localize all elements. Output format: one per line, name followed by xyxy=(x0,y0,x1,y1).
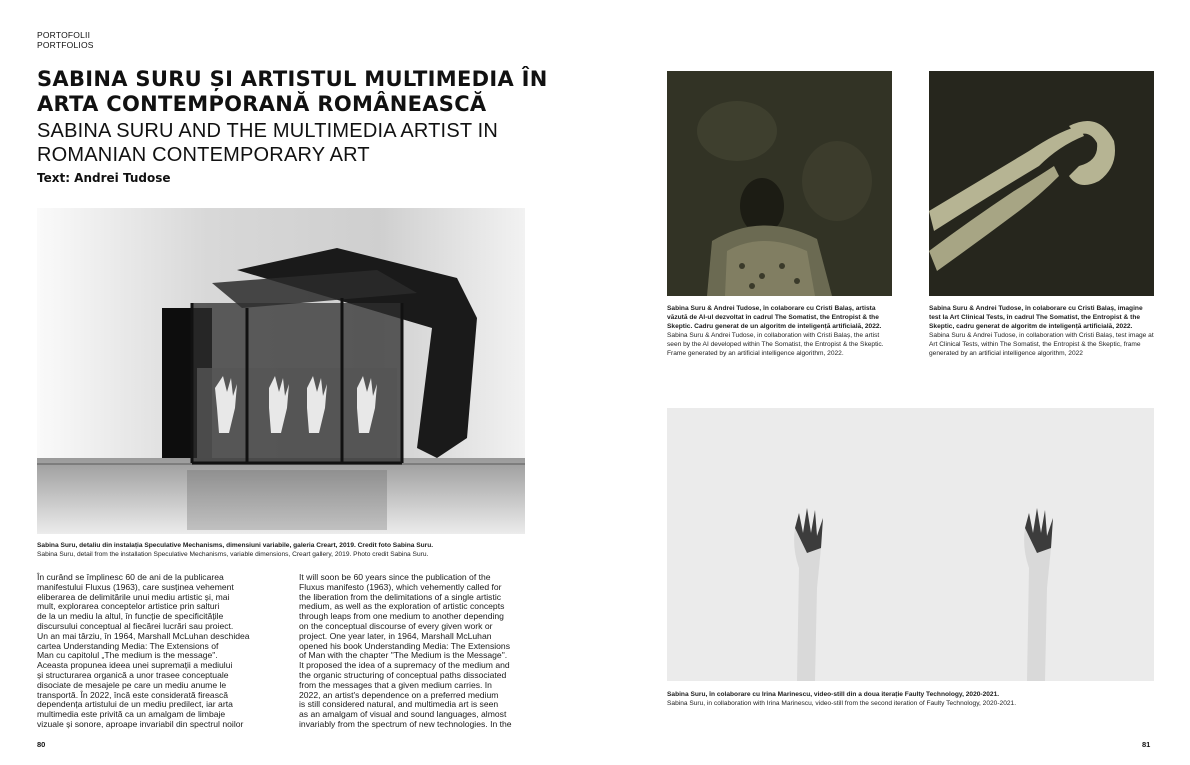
body-en-line: medium, as well as the exploration of artistic concepts xyxy=(299,601,505,612)
ai-portrait-caption-ro: Sabina Suru & Andrei Tudose, în colaborare cu Cristi Balaș, artista văzută de AI-ul dezvoltat în cadrul The Somatist, the Entropist & the Skeptic. Cadru generat de un algoritm de inteligență artificială, 2022. xyxy=(667,305,882,330)
title-ro-line-2: ARTA CONTEMPORANĂ ROMÂNEASCĂ xyxy=(37,92,487,116)
section-label-en: PORTFOLIOS xyxy=(37,40,94,50)
installation-photo-graphic xyxy=(37,208,525,534)
ai-arms-graphic xyxy=(929,71,1154,296)
main-caption-en: Sabina Suru, detail from the installation Speculative Mechanisms, variable dimensions, Creart gallery, 2019. Photo credit Sabina Suru. xyxy=(37,551,429,558)
body-en-line: opened his book Understanding Media: The Extensions xyxy=(299,640,511,651)
video-still-graphic xyxy=(667,408,1154,681)
video-still-caption-ro: Sabina Suru, în colaborare cu Irina Marinescu, video-still din a doua iterație Faulty Technology, 2020-2021. xyxy=(667,691,1000,698)
body-ro-line: disociate de mesajele pe care un mediu anume le xyxy=(37,679,227,690)
body-en-line: is still considered natural, and multimedia art is seen xyxy=(299,699,499,710)
ai-arms-caption xyxy=(929,304,1154,358)
section-label-ro: PORTOFOLII xyxy=(37,30,91,40)
body-en-line: project. One year later, in 1964, Marshall McLuhan xyxy=(299,630,492,641)
title-en-line-1: SABINA SURU AND THE MULTIMEDIA ARTIST IN xyxy=(37,120,499,142)
body-ro-line: Aceasta propunea ideea unei supremații a mediului xyxy=(37,660,233,671)
main-figure-caption xyxy=(37,541,527,559)
body-column-en xyxy=(299,573,544,730)
body-ro-line: transportă. În 2022, încă este considerată firească xyxy=(37,689,229,700)
body-ro-line: Man cu capitolul „The medium is the message". xyxy=(37,650,218,661)
body-en-line: as an amalgam of visual and sound languages, almost xyxy=(299,709,507,720)
body-en-line: of Man with the chapter "The Medium is the Message". xyxy=(299,650,508,661)
ai-portrait-caption-en: Sabina Suru & Andrei Tudose, in collaboration with Cristi Balaș, the artist seen by the AI developed within The Somatist, the Entropist & the Skeptic. Frame generated by an artificial intelligence algorithm, 2022. xyxy=(667,332,884,357)
body-ro-line: cartea Understanding Media: The Extensions of xyxy=(37,640,219,651)
body-en-line: It proposed the idea of a supremacy of the medium and xyxy=(299,660,510,671)
body-en-line: through leaps from one medium to another depending xyxy=(299,611,504,622)
body-en-line: 2022, an artist's dependence on a preferred medium xyxy=(299,689,499,700)
body-en-line: on the conceptual discourse of every given work or xyxy=(299,620,493,631)
ai-arms-photo xyxy=(929,71,1154,296)
body-ro-line: multimedia este privită ca un amalgam de limbaje xyxy=(37,709,226,720)
body-ro-line: Un an mai târziu, în 1964, Marshall McLuhan deschidea xyxy=(37,630,250,641)
body-en-line: the organic structuring of conceptual paths dissociated xyxy=(299,669,507,680)
page-number-left: 80 xyxy=(37,740,46,749)
page-number-right: 81 xyxy=(1142,740,1151,749)
body-column-ro xyxy=(37,573,287,730)
ai-arms-caption-en: Sabina Suru & Andrei Tudose, in collaboration with Cristi Balaș, test image at Art Clinical Tests, within The Somatist, the Entropist & the Skeptic, frame generated by an artificial intelligence algorithm, 2022 xyxy=(929,332,1154,357)
body-ro-line: manifestului Fluxus (1963), care susținea vehement xyxy=(37,581,234,592)
body-en-line: from the messages that a given medium carries. In xyxy=(299,679,492,690)
body-ro-line: dependența artistului de un mediu predilect, iar arta xyxy=(37,699,233,710)
installation-photo xyxy=(37,208,525,534)
ai-portrait-graphic xyxy=(667,71,892,296)
video-still-caption-en: Sabina Suru, in collaboration with Irina Marinescu, video-still from the second iteration of Faulty Technology, 2020-2021. xyxy=(667,700,1017,707)
body-ro-line: de la un mediu la altul, în funcție de specificitățile xyxy=(37,611,224,622)
article-title-block xyxy=(37,67,557,185)
ai-portrait-photo xyxy=(667,71,892,296)
body-ro-line: vizuale și sonore, aproape invariabil din spectrul noilor xyxy=(37,718,244,729)
video-still-photo xyxy=(667,408,1154,681)
body-ro-line: și structurarea organică a unor trasee conceptuale xyxy=(37,669,229,680)
main-caption-ro: Sabina Suru, detaliu din instalația Speculative Mechanisms, dimensiuni variabile, galeria Creart, 2019. Credit foto Sabina Suru. xyxy=(37,542,434,549)
body-en-line: It will soon be 60 years since the publication of the xyxy=(299,572,491,582)
title-ro-line-1: SABINA SURU ȘI ARTISTUL MULTIMEDIA ÎN xyxy=(37,67,548,91)
body-ro-line: eliberarea de delimitările unui mediu artistic și, mai xyxy=(37,591,230,602)
body-en-line: the liberation from the delimitations of a single artistic xyxy=(299,591,502,602)
title-en-line-2: ROMANIAN CONTEMPORARY ART xyxy=(37,144,370,166)
body-en-line: invariably from the spectrum of new technologies. In the xyxy=(299,718,512,729)
body-en-line: Fluxus manifesto (1963), which vehemently called for xyxy=(299,581,502,592)
author-byline: Text: Andrei Tudose xyxy=(37,171,171,185)
body-ro-line: mult, explorarea conceptelor artistice prin salturi xyxy=(37,601,220,612)
body-ro-line: discursului conceptual al fiecărei lucrări sau proiect. xyxy=(37,620,234,631)
video-still-caption xyxy=(667,690,1154,708)
section-label xyxy=(37,30,94,50)
body-ro-line: În curând se împlinesc 60 de ani de la publicarea xyxy=(37,572,224,582)
ai-portrait-caption xyxy=(667,304,892,358)
ai-arms-caption-ro: Sabina Suru & Andrei Tudose, în colaborare cu Cristi Balaș, imagine test la Art Clinical Tests, în cadrul The Somatist, the Entropist & the Skeptic, cadru generat de algoritm de inteligență artificială, 2022. xyxy=(929,305,1143,330)
